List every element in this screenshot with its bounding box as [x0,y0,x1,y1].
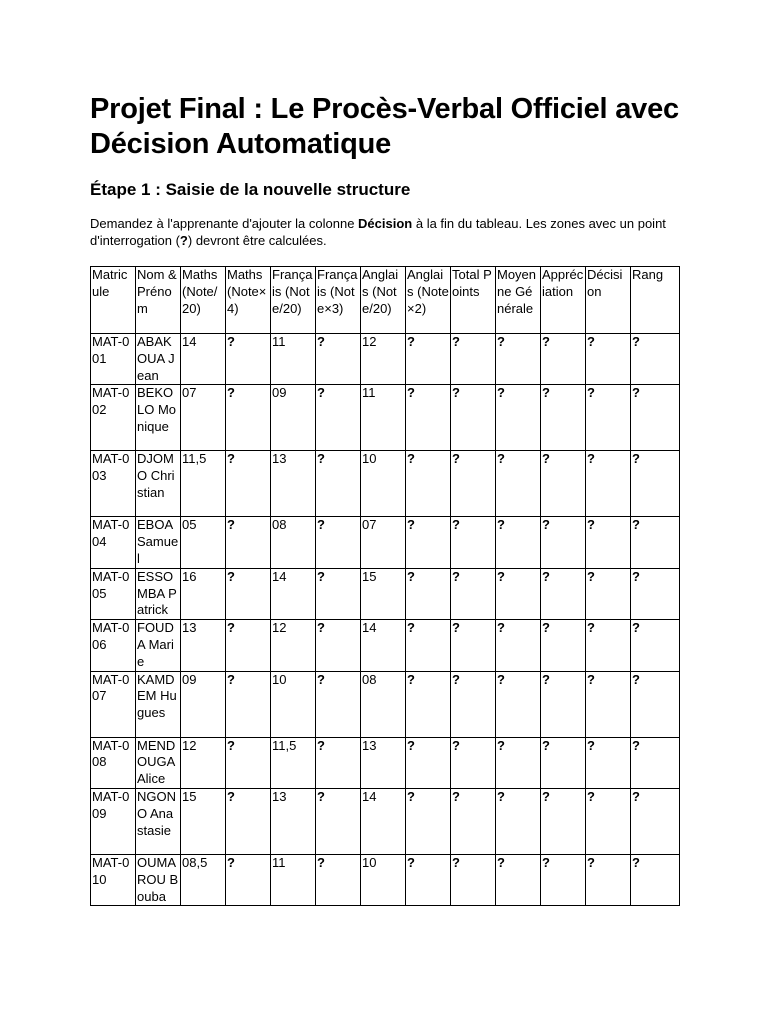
column-header: Maths (Note/20) [181,267,226,334]
cell-to-calculate: ? [406,854,451,905]
table-body [91,334,680,906]
table-cell: MAT-009 [91,788,136,854]
cell-to-calculate: ? [631,788,680,854]
cell-to-calculate: ? [316,737,361,788]
table-cell: BEKOLO Monique [136,385,181,451]
cell-to-calculate: ? [496,451,541,517]
cell-to-calculate: ? [406,737,451,788]
column-header: Nom & Prénom [136,267,181,334]
page-title: Projet Final : Le Procès-Verbal Officiel avec Décision Automatique [90,93,679,160]
table-cell: 07 [361,517,406,568]
table-cell: 13 [271,788,316,854]
table-cell: 14 [271,568,316,619]
cell-to-calculate: ? [586,854,631,905]
cell-to-calculate: ? [451,737,496,788]
intro-bold-question-mark: ? [179,232,188,248]
cell-to-calculate: ? [541,620,586,671]
table-row [91,620,680,671]
table-cell: 11,5 [271,737,316,788]
proces-verbal-table [90,266,680,906]
cell-to-calculate: ? [541,451,586,517]
table-cell: MAT-006 [91,620,136,671]
cell-to-calculate: ? [226,517,271,568]
cell-to-calculate: ? [586,334,631,385]
table-cell: MAT-004 [91,517,136,568]
cell-to-calculate: ? [226,334,271,385]
cell-to-calculate: ? [226,788,271,854]
cell-to-calculate: ? [496,385,541,451]
cell-to-calculate: ? [631,854,680,905]
table-cell: 08 [361,671,406,737]
cell-to-calculate: ? [316,788,361,854]
cell-to-calculate: ? [451,620,496,671]
column-header: Rang [631,267,680,334]
table-cell: 16 [181,568,226,619]
cell-to-calculate: ? [631,620,680,671]
column-header: Anglais (Note×2) [406,267,451,334]
intro-text-part2: à la fin du tableau. Les zones avec un point d'interrogation ( [90,216,666,248]
table-cell: 13 [361,737,406,788]
cell-to-calculate: ? [451,451,496,517]
table-row [91,671,680,737]
cell-to-calculate: ? [541,854,586,905]
cell-to-calculate: ? [226,671,271,737]
table-cell: 10 [271,671,316,737]
table-cell: 14 [361,620,406,671]
column-header: Moyenne Générale [496,267,541,334]
cell-to-calculate: ? [451,854,496,905]
cell-to-calculate: ? [496,334,541,385]
cell-to-calculate: ? [226,451,271,517]
table-row [91,451,680,517]
intro-bold-decision: Décision [358,216,413,231]
table-cell: 13 [181,620,226,671]
table-row [91,788,680,854]
cell-to-calculate: ? [496,517,541,568]
table-row [91,334,680,385]
table-cell: MAT-010 [91,854,136,905]
table-cell: ABAKOUA Jean [136,334,181,385]
table-cell: MAT-007 [91,671,136,737]
table-cell: 13 [271,451,316,517]
cell-to-calculate: ? [496,671,541,737]
table-cell: OUMAROU Bouba [136,854,181,905]
cell-to-calculate: ? [496,737,541,788]
cell-to-calculate: ? [451,788,496,854]
table-row [91,517,680,568]
cell-to-calculate: ? [451,385,496,451]
cell-to-calculate: ? [451,334,496,385]
cell-to-calculate: ? [316,334,361,385]
cell-to-calculate: ? [631,737,680,788]
table-cell: 10 [361,854,406,905]
cell-to-calculate: ? [451,671,496,737]
cell-to-calculate: ? [406,385,451,451]
cell-to-calculate: ? [631,451,680,517]
column-header: Français (Note×3) [316,267,361,334]
cell-to-calculate: ? [586,737,631,788]
cell-to-calculate: ? [586,671,631,737]
cell-to-calculate: ? [316,517,361,568]
cell-to-calculate: ? [406,620,451,671]
cell-to-calculate: ? [316,671,361,737]
table-row [91,385,680,451]
cell-to-calculate: ? [541,788,586,854]
cell-to-calculate: ? [406,334,451,385]
table-cell: DJOMO Christian [136,451,181,517]
table-row [91,568,680,619]
cell-to-calculate: ? [226,737,271,788]
table-cell: 05 [181,517,226,568]
table-cell: 11 [271,334,316,385]
cell-to-calculate: ? [316,854,361,905]
table-cell: 09 [181,671,226,737]
cell-to-calculate: ? [226,568,271,619]
column-header: Décision [586,267,631,334]
table-cell: EBOA Samuel [136,517,181,568]
cell-to-calculate: ? [586,451,631,517]
table-cell: MAT-003 [91,451,136,517]
table-cell: 08 [271,517,316,568]
cell-to-calculate: ? [631,334,680,385]
table-cell: MAT-002 [91,385,136,451]
table-cell: 12 [271,620,316,671]
cell-to-calculate: ? [316,568,361,619]
intro-text-part1: Demandez à l'apprenante d'ajouter la colonne [90,216,359,231]
cell-to-calculate: ? [541,737,586,788]
table-cell: 09 [271,385,316,451]
column-header: Maths (Note×4) [226,267,271,334]
cell-to-calculate: ? [496,788,541,854]
column-header: Français (Note/20) [271,267,316,334]
cell-to-calculate: ? [496,854,541,905]
cell-to-calculate: ? [496,620,541,671]
table-cell: KAMDEM Hugues [136,671,181,737]
cell-to-calculate: ? [316,620,361,671]
cell-to-calculate: ? [316,451,361,517]
cell-to-calculate: ? [541,334,586,385]
table-cell: NGONO Anastasie [136,788,181,854]
cell-to-calculate: ? [541,517,586,568]
table-row [91,737,680,788]
table-cell: 15 [181,788,226,854]
cell-to-calculate: ? [631,517,680,568]
cell-to-calculate: ? [496,568,541,619]
cell-to-calculate: ? [226,385,271,451]
cell-to-calculate: ? [586,385,631,451]
cell-to-calculate: ? [541,671,586,737]
cell-to-calculate: ? [541,385,586,451]
table-cell: 07 [181,385,226,451]
cell-to-calculate: ? [316,385,361,451]
table-cell: 15 [361,568,406,619]
cell-to-calculate: ? [406,671,451,737]
cell-to-calculate: ? [451,517,496,568]
cell-to-calculate: ? [451,568,496,619]
table-row [91,854,680,905]
table-cell: FOUDA Marie [136,620,181,671]
cell-to-calculate: ? [226,854,271,905]
table-cell: 14 [181,334,226,385]
table-cell: 14 [361,788,406,854]
cell-to-calculate: ? [406,517,451,568]
cell-to-calculate: ? [586,568,631,619]
intro-text-part3: ) devront être calculées. [187,232,327,248]
table-cell: MENDOUGA Alice [136,737,181,788]
table-cell: ESSOMBA Patrick [136,568,181,619]
table-cell: MAT-005 [91,568,136,619]
step-heading: Étape 1 : Saisie de la nouvelle structure [90,180,411,199]
table-cell: 11 [271,854,316,905]
table-cell: 12 [361,334,406,385]
cell-to-calculate: ? [406,568,451,619]
column-header: Appréciation [541,267,586,334]
column-header: Anglais (Note/20) [361,267,406,334]
table-cell: 12 [181,737,226,788]
cell-to-calculate: ? [586,788,631,854]
table-cell: 11,5 [181,451,226,517]
table-cell: 11 [361,385,406,451]
cell-to-calculate: ? [406,788,451,854]
intro-paragraph [90,216,680,249]
table-cell: 10 [361,451,406,517]
column-header: Matricule [91,267,136,334]
column-header: Total Points [451,267,496,334]
cell-to-calculate: ? [586,620,631,671]
table-cell: 08,5 [181,854,226,905]
table-header-row [91,267,680,334]
cell-to-calculate: ? [631,568,680,619]
table-cell: MAT-008 [91,737,136,788]
cell-to-calculate: ? [541,568,586,619]
cell-to-calculate: ? [586,517,631,568]
cell-to-calculate: ? [631,671,680,737]
table-cell: MAT-001 [91,334,136,385]
cell-to-calculate: ? [226,620,271,671]
cell-to-calculate: ? [406,451,451,517]
cell-to-calculate: ? [631,385,680,451]
